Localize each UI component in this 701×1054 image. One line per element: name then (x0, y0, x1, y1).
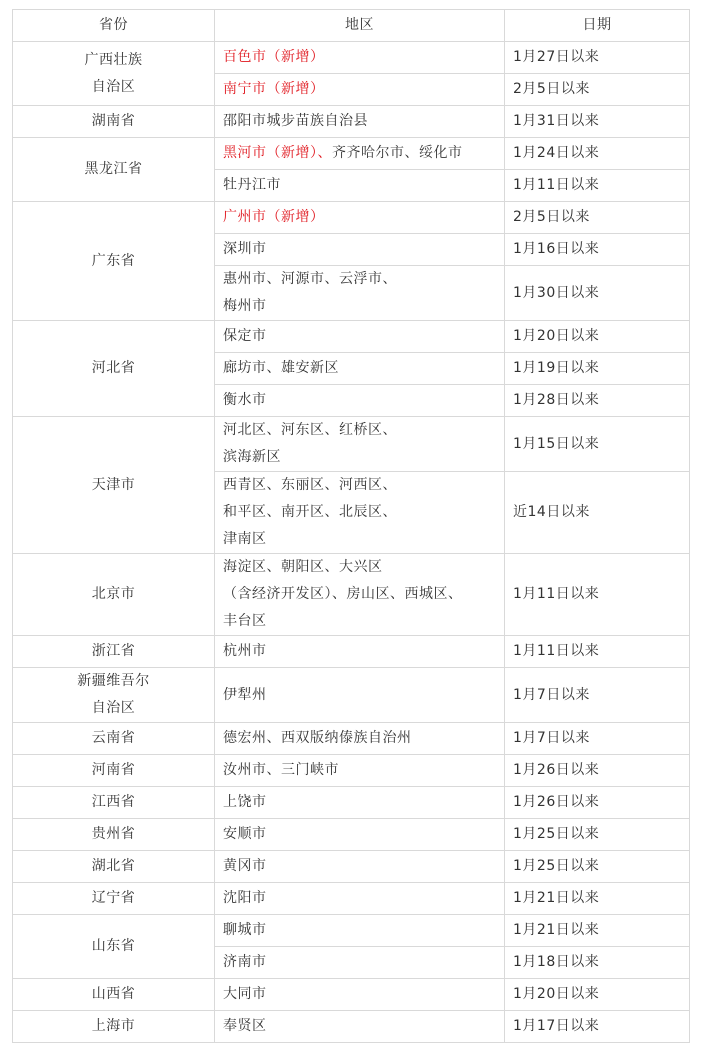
date-cell: 1月7日以来 (505, 723, 690, 755)
region-cell: 汝州市、三门峡市 (215, 755, 505, 787)
date-cell: 1月25日以来 (505, 851, 690, 883)
outbreak-region-table (12, 9, 690, 1043)
region-cell-new: 南宁市（新增） (215, 74, 505, 106)
region-cell: 廊坊市、雄安新区 (215, 353, 505, 385)
date-cell: 1月11日以来 (505, 636, 690, 668)
region-cell: 邵阳市城步苗族自治县 (215, 106, 505, 138)
date-cell: 近14日以来 (505, 472, 690, 554)
province-cell: 湖南省 (13, 106, 215, 138)
region-cell-new: 广州市（新增） (215, 202, 505, 234)
region-cell: 济南市 (215, 947, 505, 979)
date-cell: 1月11日以来 (505, 554, 690, 636)
province-cell: 上海市 (13, 1011, 215, 1043)
region-cell: 保定市 (215, 321, 505, 353)
date-cell: 1月16日以来 (505, 234, 690, 266)
date-cell: 1月21日以来 (505, 915, 690, 947)
table-row (13, 106, 690, 138)
region-cell: 海淀区、朝阳区、大兴区 （含经济开发区）、房山区、西城区、 丰台区 (215, 554, 505, 636)
province-cell: 贵州省 (13, 819, 215, 851)
date-cell: 2月5日以来 (505, 202, 690, 234)
table-row (13, 819, 690, 851)
province-cell: 新疆维吾尔 自治区 (13, 668, 215, 723)
province-cell: 山东省 (13, 915, 215, 979)
header-province: 省份 (13, 10, 215, 42)
date-cell: 1月25日以来 (505, 819, 690, 851)
province-cell: 广西壮族 自治区 (13, 42, 215, 106)
date-cell: 1月11日以来 (505, 170, 690, 202)
date-cell: 1月31日以来 (505, 106, 690, 138)
header-region: 地区 (215, 10, 505, 42)
region-new-label: 黑河市（新增）、 (223, 145, 332, 161)
table-row (13, 915, 690, 947)
province-cell: 湖北省 (13, 851, 215, 883)
table-row (13, 883, 690, 915)
region-cell: 河北区、河东区、红桥区、 滨海新区 (215, 417, 505, 472)
table-row (13, 554, 690, 636)
table-row (13, 787, 690, 819)
table-row (13, 636, 690, 668)
date-cell: 1月18日以来 (505, 947, 690, 979)
region-cell: 惠州市、河源市、云浮市、 梅州市 (215, 266, 505, 321)
table-row (13, 321, 690, 353)
region-cell: 牡丹江市 (215, 170, 505, 202)
date-cell: 1月30日以来 (505, 266, 690, 321)
header-date: 日期 (505, 10, 690, 42)
date-cell: 1月20日以来 (505, 979, 690, 1011)
region-cell: 衡水市 (215, 385, 505, 417)
table-row (13, 755, 690, 787)
region-cell: 沈阳市 (215, 883, 505, 915)
date-cell: 1月24日以来 (505, 138, 690, 170)
date-cell: 1月17日以来 (505, 1011, 690, 1043)
table-row (13, 138, 690, 170)
date-cell: 2月5日以来 (505, 74, 690, 106)
province-cell: 河南省 (13, 755, 215, 787)
date-cell: 1月20日以来 (505, 321, 690, 353)
table-row (13, 668, 690, 723)
table-row (13, 851, 690, 883)
province-cell: 天津市 (13, 417, 215, 554)
table-row (13, 42, 690, 74)
region-cell: 奉贤区 (215, 1011, 505, 1043)
province-cell: 广东省 (13, 202, 215, 321)
region-cell: 西青区、东丽区、河西区、 和平区、南开区、北辰区、 津南区 (215, 472, 505, 554)
table-header-row (13, 10, 690, 42)
table-row (13, 979, 690, 1011)
region-cell: 安顺市 (215, 819, 505, 851)
date-cell: 1月26日以来 (505, 755, 690, 787)
date-cell: 1月28日以来 (505, 385, 690, 417)
date-cell: 1月15日以来 (505, 417, 690, 472)
province-cell: 辽宁省 (13, 883, 215, 915)
date-cell: 1月26日以来 (505, 787, 690, 819)
region-cell-new: 百色市（新增） (215, 42, 505, 74)
region-cell: 深圳市 (215, 234, 505, 266)
table-row (13, 1011, 690, 1043)
region-cell: 德宏州、西双版纳傣族自治州 (215, 723, 505, 755)
region-cell: 聊城市 (215, 915, 505, 947)
province-cell: 山西省 (13, 979, 215, 1011)
date-cell: 1月19日以来 (505, 353, 690, 385)
table-row (13, 723, 690, 755)
table-row (13, 202, 690, 234)
region-cell: 上饶市 (215, 787, 505, 819)
province-cell: 北京市 (13, 554, 215, 636)
province-cell: 云南省 (13, 723, 215, 755)
region-cell: 杭州市 (215, 636, 505, 668)
region-cell: 黑河市（新增）、齐齐哈尔市、绥化市 (215, 138, 505, 170)
region-cell: 伊犁州 (215, 668, 505, 723)
province-cell: 江西省 (13, 787, 215, 819)
province-cell: 黑龙江省 (13, 138, 215, 202)
province-cell: 河北省 (13, 321, 215, 417)
date-cell: 1月7日以来 (505, 668, 690, 723)
date-cell: 1月21日以来 (505, 883, 690, 915)
table-row (13, 417, 690, 472)
region-cell: 黄冈市 (215, 851, 505, 883)
region-cell: 大同市 (215, 979, 505, 1011)
province-cell: 浙江省 (13, 636, 215, 668)
date-cell: 1月27日以来 (505, 42, 690, 74)
